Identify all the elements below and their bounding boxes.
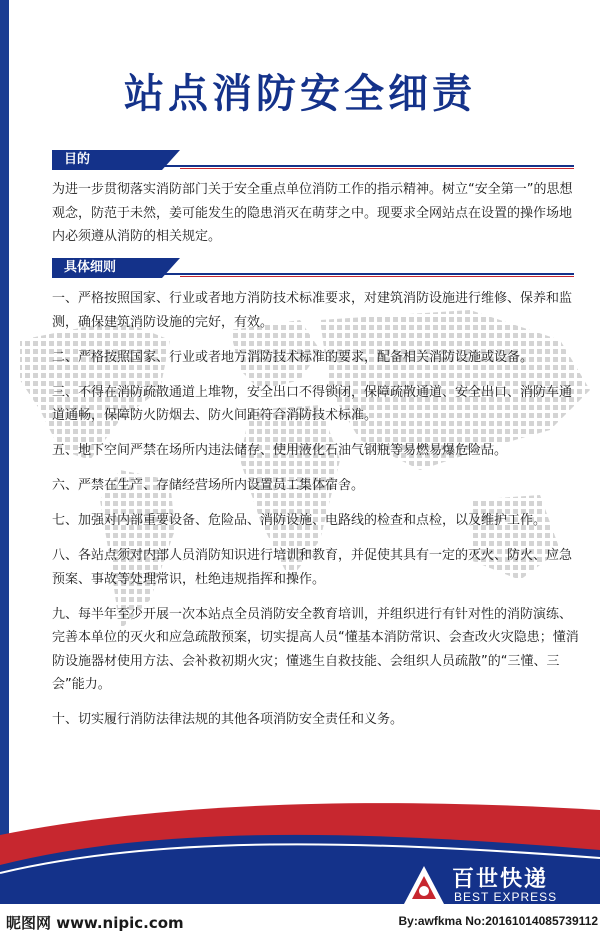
rule-item: 一、严格按照国家、行业或者地方消防技术标准要求，对建筑消防设施进行维修、保养和监测，确保建筑消防设施的完好，有效。 [52,291,573,330]
rule-item: 九、每半年至少开展一次本站点全员消防安全教育培训，并组织进行有针对性的消防演练、完善本单位的灭火和应急疏散预案，切实提高人员“懂基本消防常识、会查改火灾隐患；懂消防设施器材使用方法、会补救初期火灾；懂逃生自救技能、会组织人员疏散”的“三懂、三会”能力。 [52,606,579,692]
rule-item: 八、各站点须对内部人员消防知识进行培训和教育，并促使其具有一定的灭火、防火、应急预案、事故等处理常识，杜绝违规指挥和操作。 [52,548,573,587]
rules-section-header [52,258,574,278]
rule-item: 六、严禁在生产、存储经营场所内设置员工集体宿舍。 [52,478,365,493]
best-express-logo-icon [402,864,446,906]
brand-block [402,862,592,908]
rules-heading: 具体细则 [52,258,162,278]
watermark-author: By:awfkma No:20161014085739112 [398,914,598,928]
brand-name-cn: 百世快递 [452,867,549,892]
purpose-heading: 目的 [52,150,162,170]
rule-item: 三、不得在消防疏散通道上堆物，安全出口不得锁闭，保障疏散通道、安全出口、消防车通道通畅，保障防火防烟去、防火间距符合消防技术标准。 [52,384,573,423]
rule-item: 五、地下空间严禁在场所内违法储存、使用液化石油气钢瓶等易燃易爆危险品。 [52,443,508,458]
rule-item: 十、切实履行消防法律法规的其他各项消防安全责任和义务。 [52,712,404,727]
page-title: 站点消防安全细责 [124,71,476,117]
watermark-bar [0,904,600,937]
rule-item: 二、严格按照国家、行业或者地方消防技术标准的要求，配备相关消防设施或设备。 [52,349,534,365]
brand-name-en: BEST EXPRESS [454,890,558,904]
watermark-site: 昵图网 www.nipic.com [6,914,184,932]
purpose-section-header [52,150,574,170]
rules-list [52,287,582,743]
purpose-text: 为进一步贯彻落实消防部门关于安全重点单位消防工作的指示精神。树立“安全第一”的思想观念，防范于未然，姜可能发生的隐患消灭在萌芽之中。现要求全网站点在设置的操作场地内必须遵从消防的相关规定。 [52,182,573,244]
rule-item: 七、加强对内部重要设备、危险品、消防设施、电路线的检查和点检，以及维护工作。 [52,513,547,528]
